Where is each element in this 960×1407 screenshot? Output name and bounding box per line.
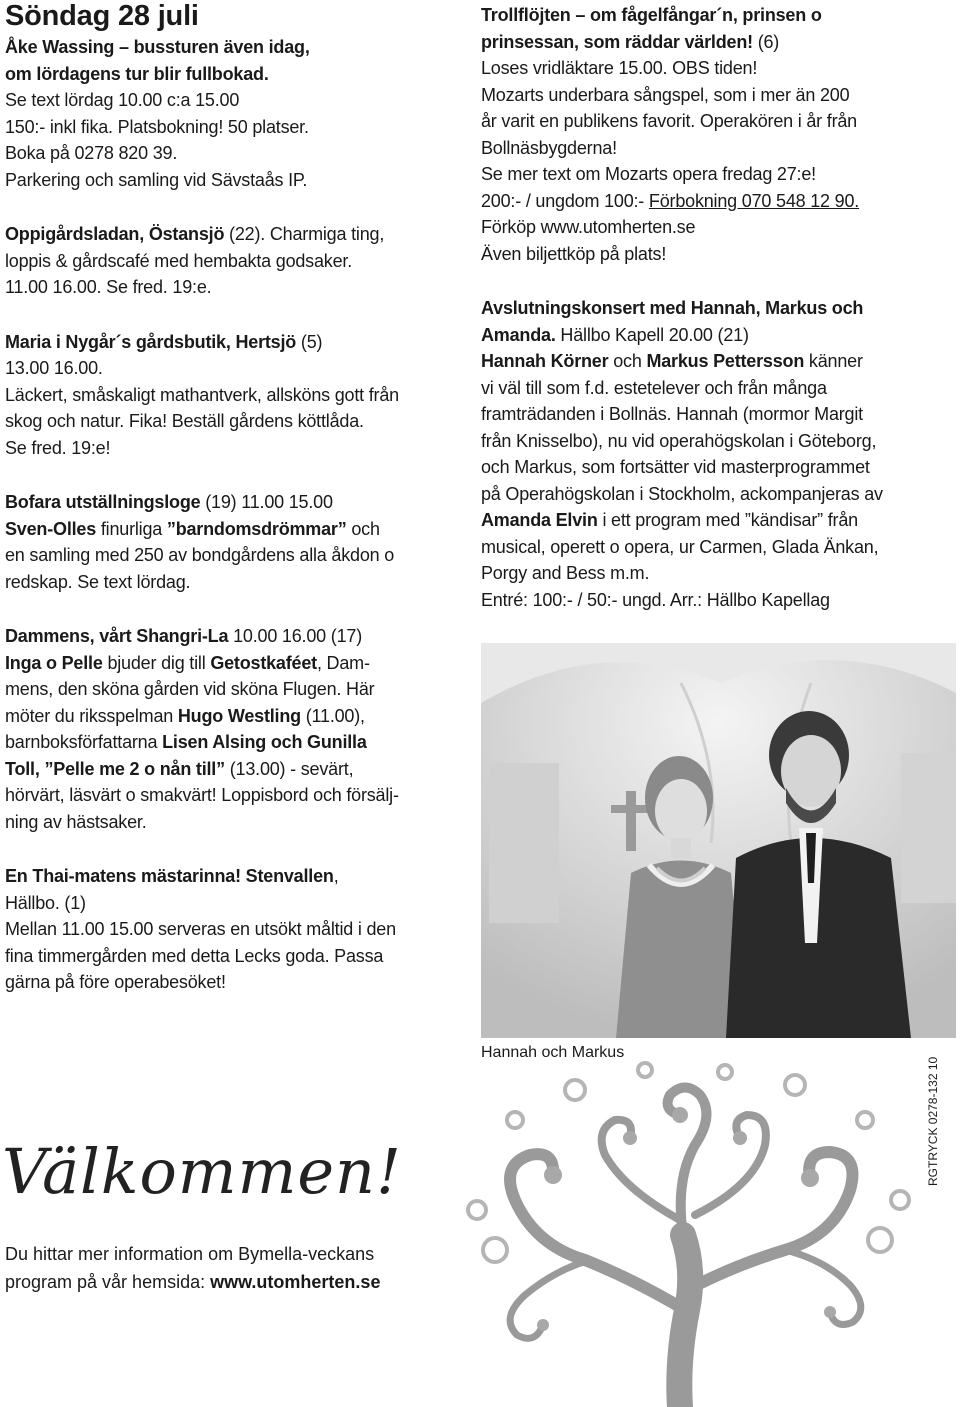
konsert-title-2: Amanda.: [481, 324, 556, 345]
website-link[interactable]: www.utomherten.se: [210, 1272, 381, 1292]
welcome-heading: Välkommen!: [2, 1135, 402, 1208]
dammens-text-1: bjuder dig till: [102, 652, 211, 673]
trollflojten-title-1: Trollflöjten – om fågelfångar´n, prinsen o: [481, 5, 822, 25]
trollflojten-line-5: år varit en publikens favorit. Operakören i år från: [481, 111, 857, 131]
trollflojten-line-9: Förköp www.utomherten.se: [481, 217, 696, 237]
dammens-text-5: barnboksförfattarna: [5, 732, 163, 752]
trollflojten-num: (6): [752, 31, 780, 52]
oppigardsladan-line-3: 11.00 16.00. Se fred. 19:e.: [5, 277, 212, 297]
entry-oppigardsladan: [5, 221, 445, 301]
thai-line-4: fina timmergården med detta Lecks goda. Passa: [5, 945, 384, 966]
konsert-title-1: Avslutningskonsert med Hannah, Markus och: [481, 298, 864, 318]
website-info: [5, 1240, 465, 1296]
thai-title-rest: ,: [333, 866, 339, 886]
swirl-tree-illustration: [455, 1060, 920, 1407]
bus-line-6: Parkering och samling vid Sävstaås IP.: [5, 169, 308, 190]
oppigardsladan-line-2: loppis & gårdscafé med hembakta godsaker.: [5, 250, 353, 271]
oppigardsladan-line-1: (22). Charmiga ting,: [224, 224, 385, 244]
dammens-line-8: ning av hästsaker.: [5, 811, 147, 832]
trollflojten-price: 200:- / ungdom 100:-: [481, 190, 649, 211]
konsert-title-2-rest: Hällbo Kapell 20.00 (21): [555, 324, 749, 345]
bofara-dreams: ”barndomsdrömmar”: [166, 518, 347, 539]
dammens-line-7: hörvärt, läsvärt o smakvärt! Loppisbord och försälj-: [5, 785, 399, 805]
thai-line-5: gärna på före operabesöket!: [5, 972, 226, 992]
bofara-mid: finurliga: [96, 518, 167, 539]
konsert-line-11: Porgy and Bess m.m.: [481, 563, 650, 583]
bofara-line-3: en samling med 250 av bondgårdens alla åkdon o: [5, 545, 395, 565]
konsert-line-6: från Knisselbo), nu vid operahögskolan i Göteborg,: [481, 430, 877, 451]
maria-num: (5): [296, 331, 323, 352]
konsert-line-10: musical, operett o opera, ur Carmen, Glada Änkan,: [481, 536, 879, 557]
bofara-title: Bofara utställningsloge: [5, 492, 201, 512]
konsert-amanda: Amanda Elvin: [481, 510, 598, 530]
day-title: Söndag 28 juli: [5, 0, 199, 32]
bus-line-4: 150:- inkl fika. Platsbokning! 50 platser.: [5, 116, 309, 137]
thai-line-3: Mellan 11.00 15.00 serveras en utsökt måltid i den: [5, 919, 396, 939]
photo-hannah-markus: [481, 643, 956, 1038]
entry-trollflojten: [481, 2, 951, 267]
trollflojten-line-6: Bollnäsbygderna!: [481, 137, 617, 158]
konsert-text-2: i ett program med ”kändisar” från: [597, 510, 858, 530]
dammens-toll: Toll, ”Pelle me 2 o nån till”: [5, 758, 225, 779]
bofara-line-4: redskap. Se text lördag.: [5, 571, 191, 592]
entry-maria-gardsbutik: [5, 329, 445, 462]
left-column: [5, 0, 445, 1024]
oppigardsladan-title: Oppigårdsladan, Östansjö: [5, 224, 225, 244]
dammens-inga-pelle: Inga o Pelle: [5, 652, 103, 673]
trollflojten-line-4: Mozarts underbara sångspel, som i mer än 200: [481, 84, 850, 105]
dammens-lisen: Lisen Alsing och Gunilla: [162, 732, 367, 752]
thai-line-2: Hällbo. (1): [5, 892, 86, 913]
entry-bus-tour: [5, 34, 445, 193]
maria-line-2: Läckert, småskaligt mathantverk, allsköns gott från: [5, 384, 399, 405]
bus-line-1: Åke Wassing – bussturen även idag,: [5, 37, 310, 57]
konsert-hannah: Hannah Körner: [481, 351, 609, 371]
dammens-text-2: , Dam-: [316, 652, 370, 673]
info-line-1: Du hittar mer information om Bymella-veckans: [5, 1244, 375, 1264]
dammens-line-3: mens, den sköna gården vid sköna Flugen. Här: [5, 679, 375, 699]
maria-line-4: Se fred. 19:e!: [5, 437, 111, 458]
bofara-line-1: (19) 11.00 15.00: [200, 492, 333, 512]
konsert-line-12: Entré: 100:- / 50:- ungd. Arr.: Hällbo Kapellag: [481, 589, 830, 610]
right-column: [481, 2, 951, 641]
bus-line-3: Se text lördag 10.00 c:a 15.00: [5, 90, 240, 110]
dammens-text-3: möter du riksspelman: [5, 705, 178, 726]
trollflojten-line-7: Se mer text om Mozarts opera fredag 27:e!: [481, 164, 816, 184]
thai-title: En Thai-matens mästarinna! Stenvallen: [5, 866, 334, 886]
entry-avslutningskonsert: [481, 295, 951, 613]
trollflojten-line-10: Även biljettköp på plats!: [481, 243, 667, 264]
konsert-line-4: vi väl till som f.d. estetelever och från många: [481, 377, 827, 398]
info-line-2: program på vår hemsida:: [5, 1272, 211, 1292]
entry-bofara: [5, 489, 445, 595]
dammens-title: Dammens, vårt Shangri-La: [5, 626, 229, 646]
bofara-name: Sven-Olles: [5, 518, 97, 539]
konsert-line-7: och Markus, som fortsätter vid masterprogrammet: [481, 457, 870, 477]
entry-thai: [5, 863, 445, 996]
maria-line-3: skog och natur. Fika! Beställ gårdens köttlåda.: [5, 411, 364, 431]
trollflojten-line-3: Loses vridläktare 15.00. OBS tiden!: [481, 58, 758, 78]
dammens-title-rest: 10.00 16.00 (17): [228, 626, 362, 646]
konsert-line-5: framträdanden i Bollnäs. Hannah (mormor Margit: [481, 404, 863, 424]
print-code-text: RGTRYCK 0278-132 10: [926, 1056, 940, 1186]
konsert-markus: Markus Pettersson: [646, 351, 805, 371]
photo-illustration: [481, 643, 956, 1038]
trollflojten-booking: Förbokning 070 548 12 90.: [648, 190, 860, 211]
maria-title: Maria i Nygår´s gårdsbutik, Hertsjö: [5, 331, 297, 352]
maria-line-1: 13.00 16.00.: [5, 358, 103, 378]
photo-caption: Hannah och Markus: [481, 1044, 625, 1061]
dammens-hugo: Hugo Westling: [177, 705, 301, 726]
konsert-and: och: [608, 351, 647, 371]
konsert-text-1: känner: [804, 351, 863, 371]
trollflojten-title-2: prinsessan, som räddar världen!: [481, 31, 753, 52]
dammens-getostkafeet: Getostkaféet: [210, 652, 317, 673]
dammens-text-6: (13.00) - sevärt,: [224, 758, 354, 779]
konsert-line-8: på Operahögskolan i Stockholm, ackompanjeras av: [481, 483, 883, 504]
dammens-text-4: (11.00),: [300, 705, 365, 726]
entry-dammens: [5, 623, 445, 835]
bus-line-2: om lördagens tur blir fullbokad.: [5, 63, 269, 84]
print-code: [918, 1058, 948, 1188]
bus-line-5: Boka på 0278 820 39.: [5, 143, 178, 163]
bofara-end: och: [346, 518, 380, 539]
